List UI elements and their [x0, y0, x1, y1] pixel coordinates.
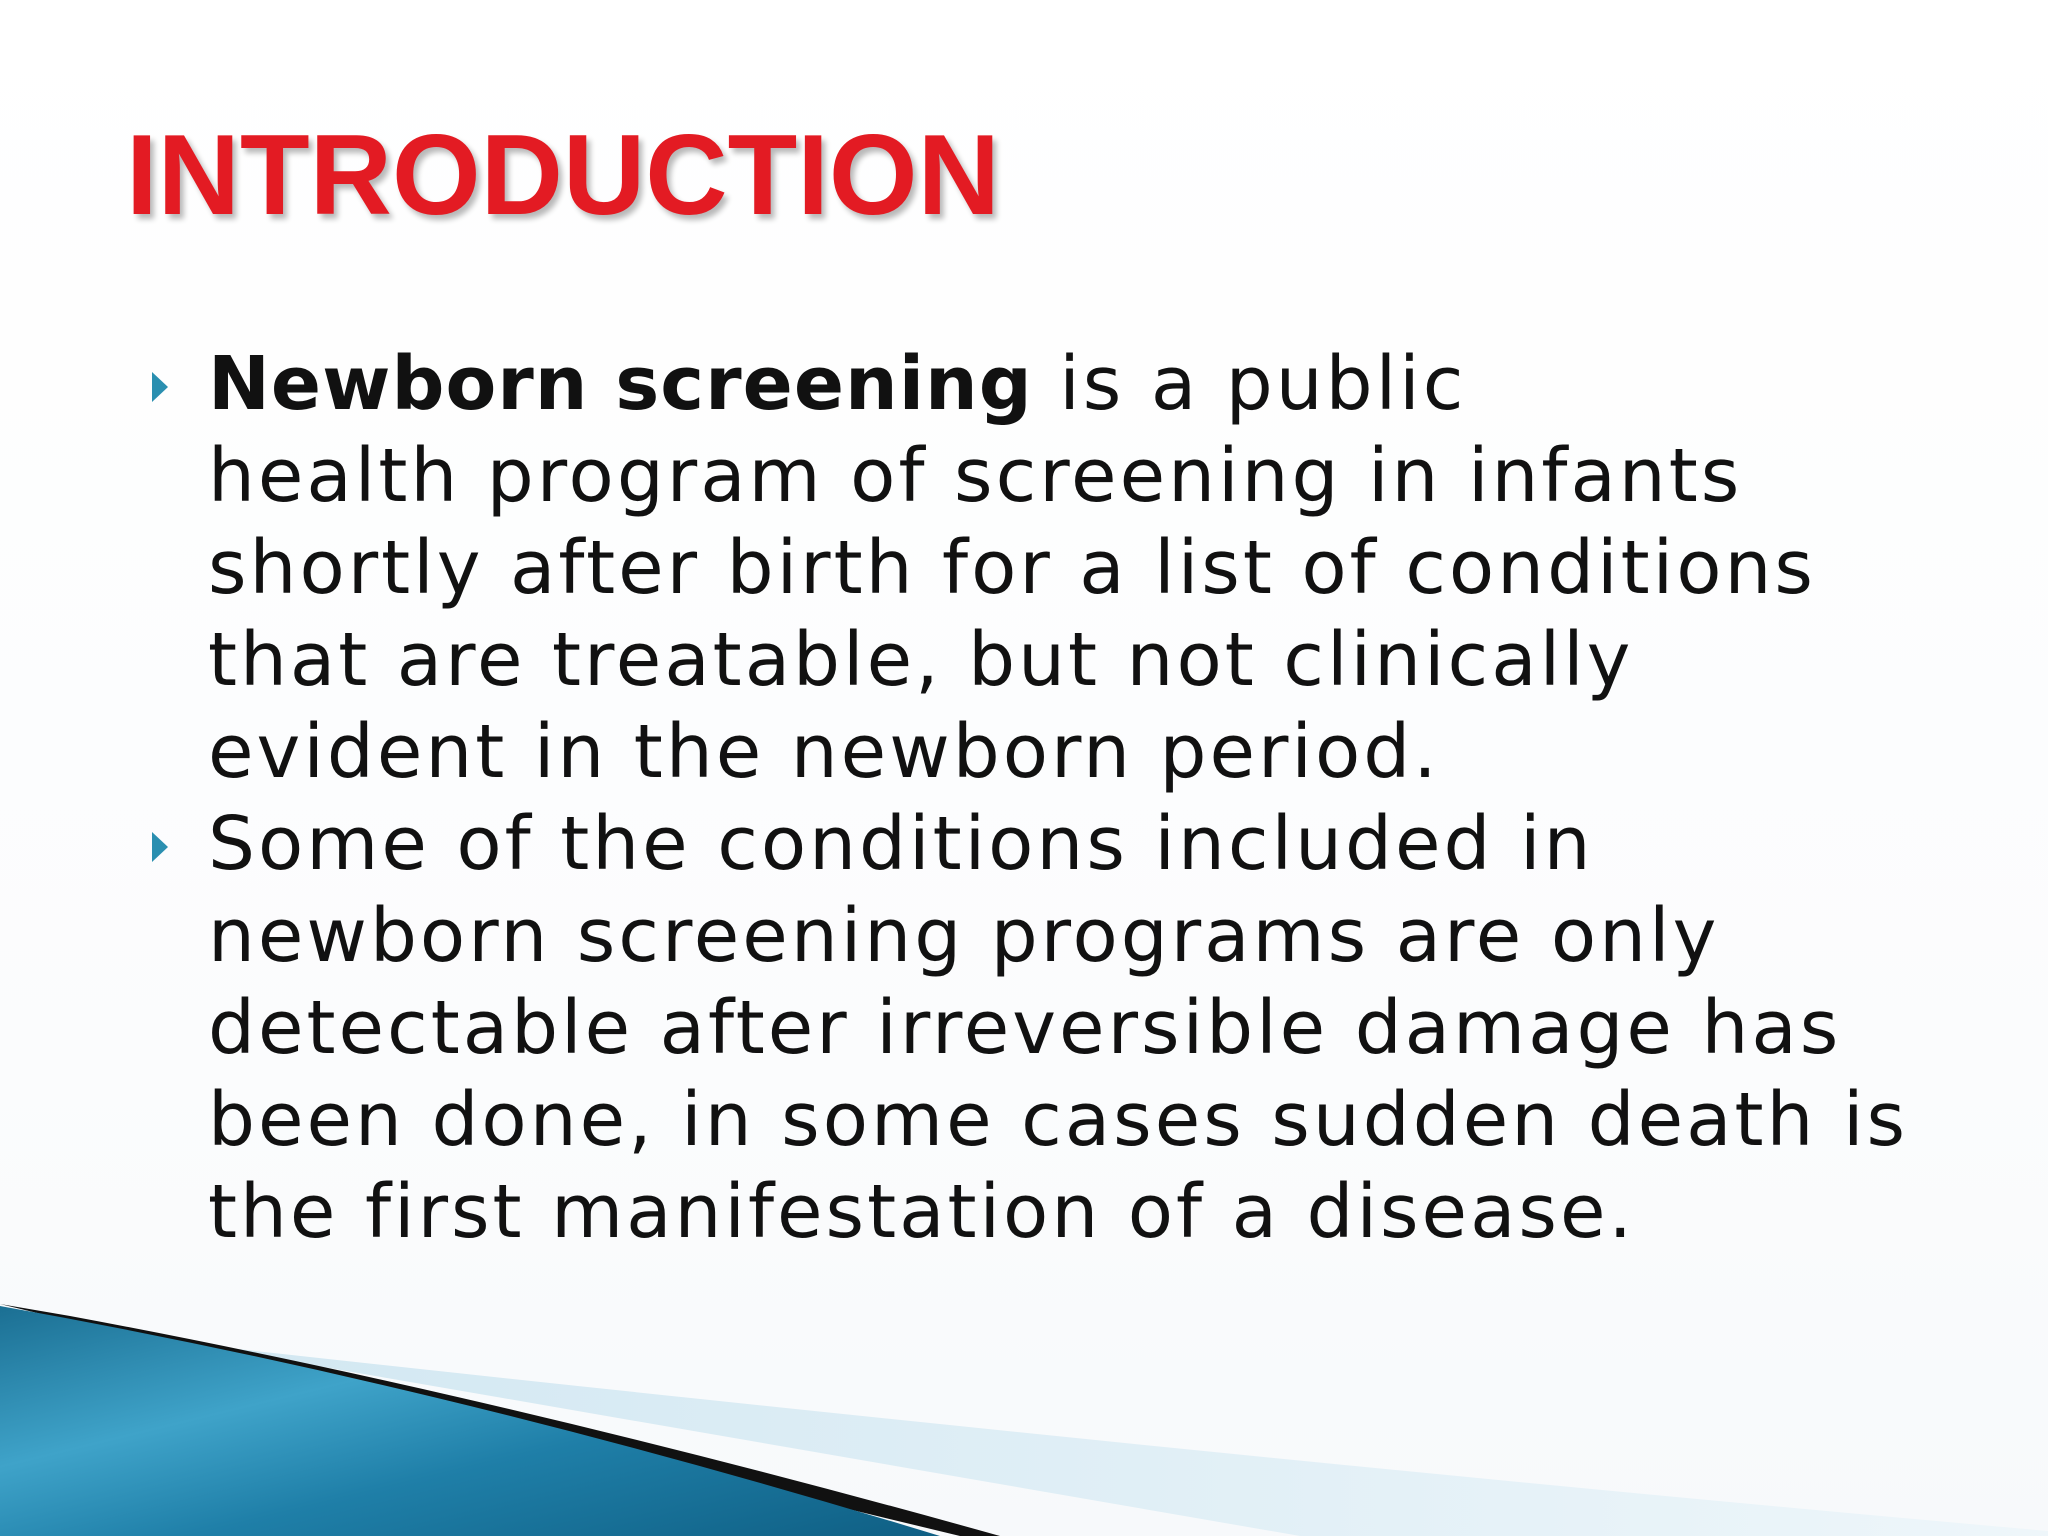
decorative-swoosh	[0, 1276, 2048, 1536]
bullet-item-newborn-screening	[146, 338, 1946, 798]
bullet-text-line1: is a public	[1032, 341, 1467, 427]
triangle-bullet-icon	[152, 832, 168, 862]
slide-title: INTRODUCTION	[126, 112, 1000, 239]
bullet-list	[146, 338, 1946, 1258]
bullet-text: Some of the conditions included in newborn screening programs are only detectable after irreversible damage has been done, in some cases sudden death is the first manifestation of a disease.	[208, 801, 1909, 1255]
triangle-bullet-icon	[152, 372, 168, 402]
bullet-text: health program of screening in infants shortly after birth for a list of conditions that are treatable, but not clinically evident in the newborn period.	[208, 433, 1816, 795]
bold-term: Newborn screening	[208, 341, 1033, 427]
bullet-item-conditions	[146, 798, 1946, 1258]
